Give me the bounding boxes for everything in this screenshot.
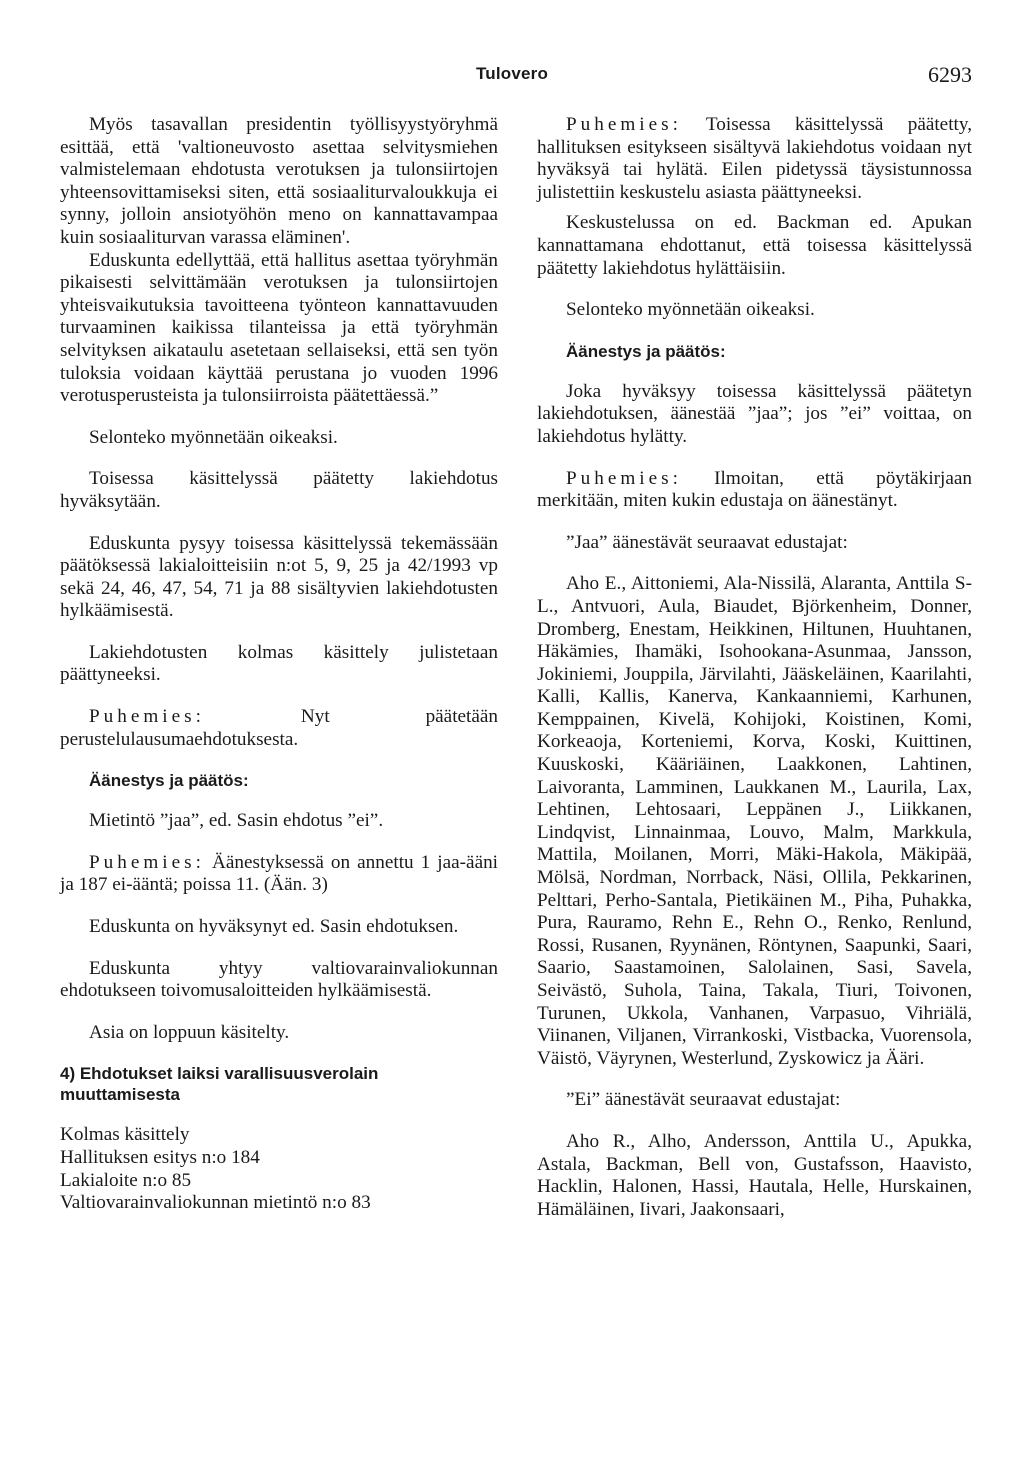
right-column [537,114,972,1221]
vote-heading: Äänestys ja päätös: [89,771,249,791]
paragraph-rejection-upheld: Eduskunta pysyy toisessa käsittelyssä tekemässään päätöksessä lakialoitteisiin n:ot 5, 9, 25 ja 42/1993 vp sekä 24, 46, 47, 54, 71 ja 88 sisältyvien lakiehdotusten hylkäämisestä. [60,532,498,622]
paragraph-matter-concluded: Asia on loppuun käsitelty. [89,1021,290,1043]
speaker-text: Ilmoitan, että pöytäkirjaan merkitään, miten kukin edustaja on äänestänyt. [537,467,973,512]
paragraph-backman-proposal: Keskustelussa on ed. Backman ed. Apukan kannattamana ehdottanut, että toisessa käsittelyssä päätetty lakiehdotus hylättäisiin. [537,212,972,279]
left-column [60,114,498,1215]
paragraph-vote-instruction: Joka hyväksyy toisessa käsittelyssä päätetyn lakiehdotuksen, äänestää ”jaa”; jos ”ei” voittaa, on lakiehdotus hylätty. [537,380,972,447]
speaker-text: Nyt päätetään perustelulausumaehdotuksesta. [60,706,499,750]
yes-voters-list: Aho E., Aittoniemi, Ala-Nissilä, Alaranta, Anttila S-L., Antvuori, Aula, Biaudet, Björkenheim, Donner, Dromberg, Enestam, Heikkinen, Hiltunen, Huuhtanen, Häkämies, Ihamäki, Isohookana-Asunmaa, Jansson, Jokiniemi, Jouppila, Järvilahti, Jääskeläinen, Kaarilahti, Kalli, Kallis, Kanerva, Kankaanniemi, Karhunen, Kemppainen, Kivelä, Kohijoki, Koistinen, Komi, Korkeaoja, Korteniemi, Korva, Koski, Kuittinen, Kuuskoski, Kääriäinen, Laakkonen, Lahtinen, Laivoranta, Lamminen, Laukkanen M., Laurila, Lax, Lehtinen, Lehtosaari, Leppänen J., Liikkanen, Lindqvist, Linnainmaa, Louvo, Malm, Markkula, Mattila, Moilanen, Morri, Mäki-Hakola, Mäkipää, Mölsä, Nordman, Norrback, Näsi, Ollila, Pekkarinen, Pelttari, Perho-Santala, Pietikäinen M., Piha, Puhakka, Pura, Rauramo, Rehn E., Rehn O., Renko, Renlund, Rossi, Rusanen, Ryynänen, Röntynen, Saapunki, Saari, Saario, Saastamoinen, Salolainen, Sasi, Savela, Seivästö, Suhola, Taina, Takala, Tiuri, Toivonen, Turunen, Ukkola, Vanhanen, Varpasuo, Vihriälä, Viinanen, Viljanen, Virrankoski, Vistbacka, Vuorensola, Väistö, Väyrynen, Westerlund, Zyskowicz ja Ääri. [537,573,972,1069]
yes-voters-heading: ”Jaa” äänestävät seuraavat edustajat: [566,531,848,553]
paragraph-report-approved: Selonteko myönnetään oikeaksi. [89,426,338,448]
no-voters-list: Aho R., Alho, Andersson, Anttila U., Apukka, Astala, Backman, Bell von, Gustafsson, Haavisto, Hacklin, Halonen, Hassi, Hautala, Helle, Hurskainen, Hämäläinen, Iivari, Jaakonsaari, [537,1130,972,1220]
page-number: 6293 [928,62,972,87]
paragraph-committee-agreement: Eduskunta yhtyy valtiovarainvaliokunnan ehdotukseen toivomusaloitteiden hylkäämisestä. [60,957,498,1002]
no-voters-heading: ”Ei” äänestävät seuraavat edustajat: [566,1089,841,1111]
speaker-label: Puhemies: [566,114,682,135]
paragraph-presidential-working-group: Myös tasavallan presidentin työllisyystyöryhmä esittää, että 'valtioneuvosto asettaa selvitysmiehen valmistelemaan ehdotusta verotuksen ja tulonsiirtojen yhteensovittamiseksi siten, että sosiaaliturvaloukkuja ei synny, jolloin ansiotyöhön meno on kannattavampaa kuin sosiaaliturvan varassa eläminen'. [60,114,498,248]
paragraph-speaker-bill [537,114,972,204]
document-list-item: Lakialoite n:o 85 [60,1169,192,1191]
document-list-item: Valtiovarainvaliokunnan mietintö n:o 83 [60,1192,371,1214]
paragraph-speaker-statement [60,706,498,751]
document-list-item: Hallituksen esitys n:o 184 [60,1147,260,1168]
paragraph-report-approved: Selonteko myönnetään oikeaksi. [566,299,815,321]
paragraph-vote-options: Mietintö ”jaa”, ed. Sasin ehdotus ”ei”. [89,810,384,832]
speaker-label: Puhemies: [89,706,205,728]
speaker-label: Puhemies: [566,467,682,489]
paragraph-third-reading-closed: Lakiehdotusten kolmas käsittely julistetaan päättyneeksi. [60,641,498,686]
paragraph-bill-accepted: Toisessa käsittelyssä päätetty lakiehdotus hyväksytään. [60,468,498,512]
paragraph-proposal-accepted: Eduskunta on hyväksynyt ed. Sasin ehdotuksen. [89,916,459,938]
section-heading-wealth-tax: 4) Ehdotukset laiksi varallisuusverolain muuttamisesta [60,1064,379,1105]
speaker-label: Puhemies: [89,851,205,873]
paragraph-parliament-requires: Eduskunta edellyttää, että hallitus asettaa työryhmän pikaisesti selvittämään verotuksen ja tulonsiirtojen yhteisvaikutuksia tavoitteena työnteon kannattavuuden turvaaminen kaikissa tilanteissa ja että työryhmän selvityksen aikataulu asetetaan sellaiseksi, että sen työn tuloksia voidaan käyttää perustana jo vuoden 1996 verotusperusteista ja tulonsiirroista päätettäessä.” [60,249,498,407]
document-list-item: Kolmas käsittely [60,1124,190,1146]
paragraph-speaker-record [537,468,972,513]
vote-heading: Äänestys ja päätös: [566,341,726,361]
speaker-text: Äänestyksessä on annettu 1 jaa-ääni ja 187 ei-ääntä; poissa 11. (Ään. 3) [60,851,499,896]
running-header-title: Tulovero [475,64,549,83]
paragraph-vote-result [60,852,498,897]
speaker-text: Toisessa käsittelyssä päätetty, hallituksen esitykseen sisältyvä lakiehdotus voidaan nyt hyväksyä tai hylätä. Eilen pidetyssä täysistunnossa julistettiin keskustelu asiasta päättyneeksi. [537,114,973,203]
